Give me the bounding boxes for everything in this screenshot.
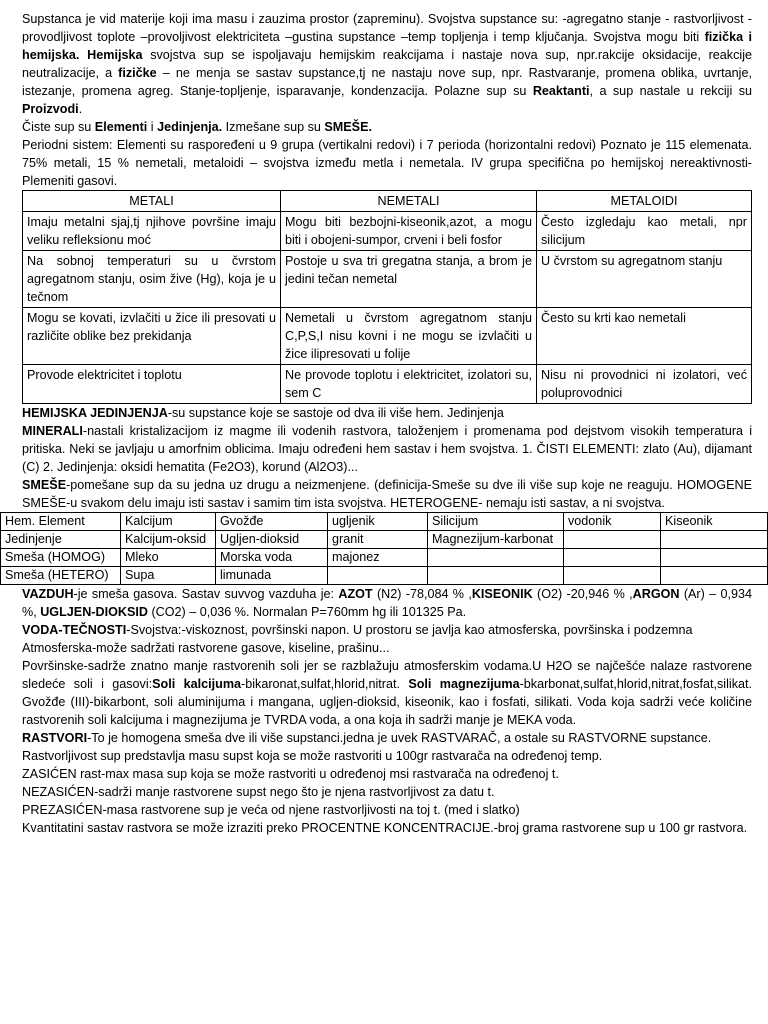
paragraph-substance-properties: Supstanca je vid materije koji ima masu i zauzima prostor (zapreminu). Svojstva supstance su: -agregatno stanje - rastvorljivost -provodljivost toplote –provoljivost elektriciteta –gustina supstance –temp topljenja i temp ključanja. Svojstva mogu biti fizička i hemijska. Hemijska svojstva sup se ispoljavaju hemijskim reakcijama i nastaje nova sup, npr.rakcije oksidacije, reakcije neutralizacije, a fizičke – ne menja se sastav supstance,tj ne nastaju nove sup, npr. Rastvaranje, promena oblika, uvrtanje, istezanje, promena agreg. Stanje-topljenje, isparavanje, kondenzacija. Polazne sup su Reaktanti, a sup nastale u rekciji su Proizvodi. bbox=[22, 12, 753, 116]
paragraph-solutions: RASTVORI-To je homogena smeša dve ili više supstanci.jedna je uvek RASTVARAČ, a ostale su RASTVORNE supstance. bbox=[22, 731, 712, 745]
metals-table-header bbox=[23, 191, 752, 212]
table-cell: Kiseonik bbox=[661, 513, 768, 531]
table-row bbox=[1, 531, 768, 549]
table-cell: Često izgledaju kao metali, npr silicijum bbox=[537, 212, 752, 251]
metals-table bbox=[22, 190, 752, 404]
table-row bbox=[23, 251, 752, 308]
paragraph-supersaturated: PREZASIĆEN-masa rastvorene sup je veća od njene rastvorljivosti na toj t. (med i slatko) bbox=[22, 803, 520, 817]
table-cell: Ne provode toplotu i elektricitet, izolatori su, sem C bbox=[281, 365, 537, 404]
paragraph-periodic-system: Periodni sistem: Elementi su raspoređeni u 9 grupa (vertikalni redovi) i 7 perioda (horizontalni redovi) Poznato je 115 elemenata. 75% metali, 15 % nemetali, metaloidi – svojstva između metla i nemetala. IV grupa specifična po hemijskoj nereaktivnosti- Plemeniti gasovi. bbox=[22, 138, 752, 188]
table-cell bbox=[661, 531, 768, 549]
table-cell: Postoje u sva tri gregatna stanja, a brom je jedini tečan nemetal bbox=[281, 251, 537, 308]
table-cell: Ugljen-dioksid bbox=[216, 531, 328, 549]
paragraph-minerals: MINERALI-nastali kristalizacijom iz magme ili vodenih rastvora, taloženjem i promenama pod dejstvom visokih temperatura i pritiska. Neki se javljaju u amorfnim oblicima. Imaju određeni hem sastav i hem svojstva. 1. ČISTI ELEMENTI: zlato (Au), dijamant (C) 2. Jedinjenja: oksidi hematita (Fe2O3), korund (Al2O3)... bbox=[22, 424, 752, 474]
paragraph-solubility: Rastvorljivost sup predstavlja masu supst koja se može rastvoriti u 100gr rastvarača na određenoj temp. bbox=[22, 749, 603, 763]
table-cell bbox=[661, 549, 768, 567]
paragraph-water: VODA-TEČNOSTI-Svojstva:-viskoznost, površinski napon. U prostoru se javlja kao atmosferska, površinska i podzemna bbox=[22, 623, 693, 637]
header-metali: METALI bbox=[23, 191, 281, 212]
table-cell: ugljenik bbox=[328, 513, 428, 531]
table-cell bbox=[428, 567, 564, 585]
table-cell: Nisu ni provodnici ni izolatori, već poluprovodnici bbox=[537, 365, 752, 404]
table-cell: Hem. Element bbox=[1, 513, 121, 531]
table-cell: Nemetali u čvrstom agregatnom stanju C,P,S,I nisu kovni i ne mogu se izvlačiti u žice ilipresovati u folije bbox=[281, 308, 537, 365]
table-cell: Imaju metalni sjaj,tj njihove površine imaju veliku refleksionu moć bbox=[23, 212, 281, 251]
table-row bbox=[23, 308, 752, 365]
table-cell: U čvrstom su agregatnom stanju bbox=[537, 251, 752, 308]
table-cell bbox=[328, 567, 428, 585]
paragraph-saturated: ZASIĆEN rast-max masa sup koja se može rastvoriti u određenoj msi rastvarača na određenoj t. bbox=[22, 767, 559, 781]
table-row bbox=[23, 212, 752, 251]
paragraph-pure-substances: Čiste sup su Elementi i Jedinjenja. Izmešane sup su SMEŠE. bbox=[22, 120, 372, 134]
table-cell: Provode elektricitet i toplotu bbox=[23, 365, 281, 404]
table-cell bbox=[564, 567, 661, 585]
table-cell: Mleko bbox=[121, 549, 216, 567]
table-cell bbox=[564, 531, 661, 549]
table-cell: Mogu se kovati, izvlačiti u žice ili presovati u različite oblike bez prekidanja bbox=[23, 308, 281, 365]
table-cell: Gvožđe bbox=[216, 513, 328, 531]
table-cell: Često su krti kao nemetali bbox=[537, 308, 752, 365]
table-cell bbox=[428, 549, 564, 567]
table-cell: majonez bbox=[328, 549, 428, 567]
table-cell: Silicijum bbox=[428, 513, 564, 531]
paragraph-unsaturated: NEZASIĆEN-sadrži manje rastvorene supst nego što je njena rastvorljivost za datu t. bbox=[22, 785, 495, 799]
table-row bbox=[1, 513, 768, 531]
paragraph-compounds: HEMIJSKA JEDINJENJA-su supstance koje se sastoje od dva ili više hem. Jedinjenja bbox=[22, 406, 504, 420]
paragraph-surface-water: Površinske-sadrže znatno manje rastvorenih soli jer se razblažuju atmosferskim vodama.U H2O se najčešće nalaze rastvorene sledeće soli i gasovi:Soli kalcijuma-bikaronat,sulfat,hlorid,nitrat. Soli magnezijuma-bkarbonat,sulfat,hlorid,nitrat,fosfat,silikat. Gvožđe (III)-bikarbont, soli aluminijuma i mangana, ugljen-dioksid, kiseonik, kao i fosfati, silikati. Voda koja sadrži veće količine rastvorenih soli kalcijuma i magnezijuma je TVRDA voda, a ona koja ih sadrži manje je MEKA voda. bbox=[22, 659, 752, 727]
header-nemetali: NEMETALI bbox=[281, 191, 537, 212]
table-cell: vodonik bbox=[564, 513, 661, 531]
table-cell: limunada bbox=[216, 567, 328, 585]
table-cell: Morska voda bbox=[216, 549, 328, 567]
table-cell: Smeša (HETERO) bbox=[1, 567, 121, 585]
paragraph-atmospheric-water: Atmosferska-može sadržati rastvorene gasove, kiseline, prašinu... bbox=[22, 641, 390, 655]
header-metaloidi: METALOIDI bbox=[537, 191, 752, 212]
paragraph-air: VAZDUH-je smeša gasova. Sastav suvvog vazduha je: AZOT (N2) -78,084 % ,KISEONIK (O2) -20,946 % ,ARGON (Ar) – 0,934 %, UGLJEN-DIOKSID (CO2) – 0,036 %. Normalan P=760mm hg ili 101325 Pa. bbox=[22, 587, 752, 619]
classification-table bbox=[0, 512, 768, 585]
table-row bbox=[23, 365, 752, 404]
table-cell: Na sobnoj temperaturi su u čvrstom agregatnom stanju, osim žive (Hg), koja je u tečnom bbox=[23, 251, 281, 308]
table-cell: Kalcijum bbox=[121, 513, 216, 531]
table-cell: Smeša (HOMOG) bbox=[1, 549, 121, 567]
paragraph-mixtures: SMEŠE-pomešane sup da su jedna uz drugu a neizmenjene. (definicija-Smeše su dve ili više sup koje ne reaguju. HOMOGENE SMEŠE-u svakom delu imaju isti sastav i samim tim ista svojstva. HETEROGENE- nemaju isti sastav, a ni svojstva. bbox=[22, 478, 752, 510]
table-row bbox=[1, 567, 768, 585]
table-cell: Jedinjenje bbox=[1, 531, 121, 549]
table-cell: Magnezijum-karbonat bbox=[428, 531, 564, 549]
table-row bbox=[1, 549, 768, 567]
table-cell: Mogu biti bezbojni-kiseonik,azot, a mogu biti i obojeni-sumpor, crveni i beli fosfor bbox=[281, 212, 537, 251]
table-cell: Kalcijum-oksid bbox=[121, 531, 216, 549]
table-cell bbox=[661, 567, 768, 585]
table-cell bbox=[564, 549, 661, 567]
paragraph-concentration: Kvantitatini sastav rastvora se može izraziti preko PROCENTNE KONCENTRACIJE.-broj grama rastvorene sup u 100 gr rastvora. bbox=[22, 821, 748, 835]
table-cell: Supa bbox=[121, 567, 216, 585]
table-cell: granit bbox=[328, 531, 428, 549]
